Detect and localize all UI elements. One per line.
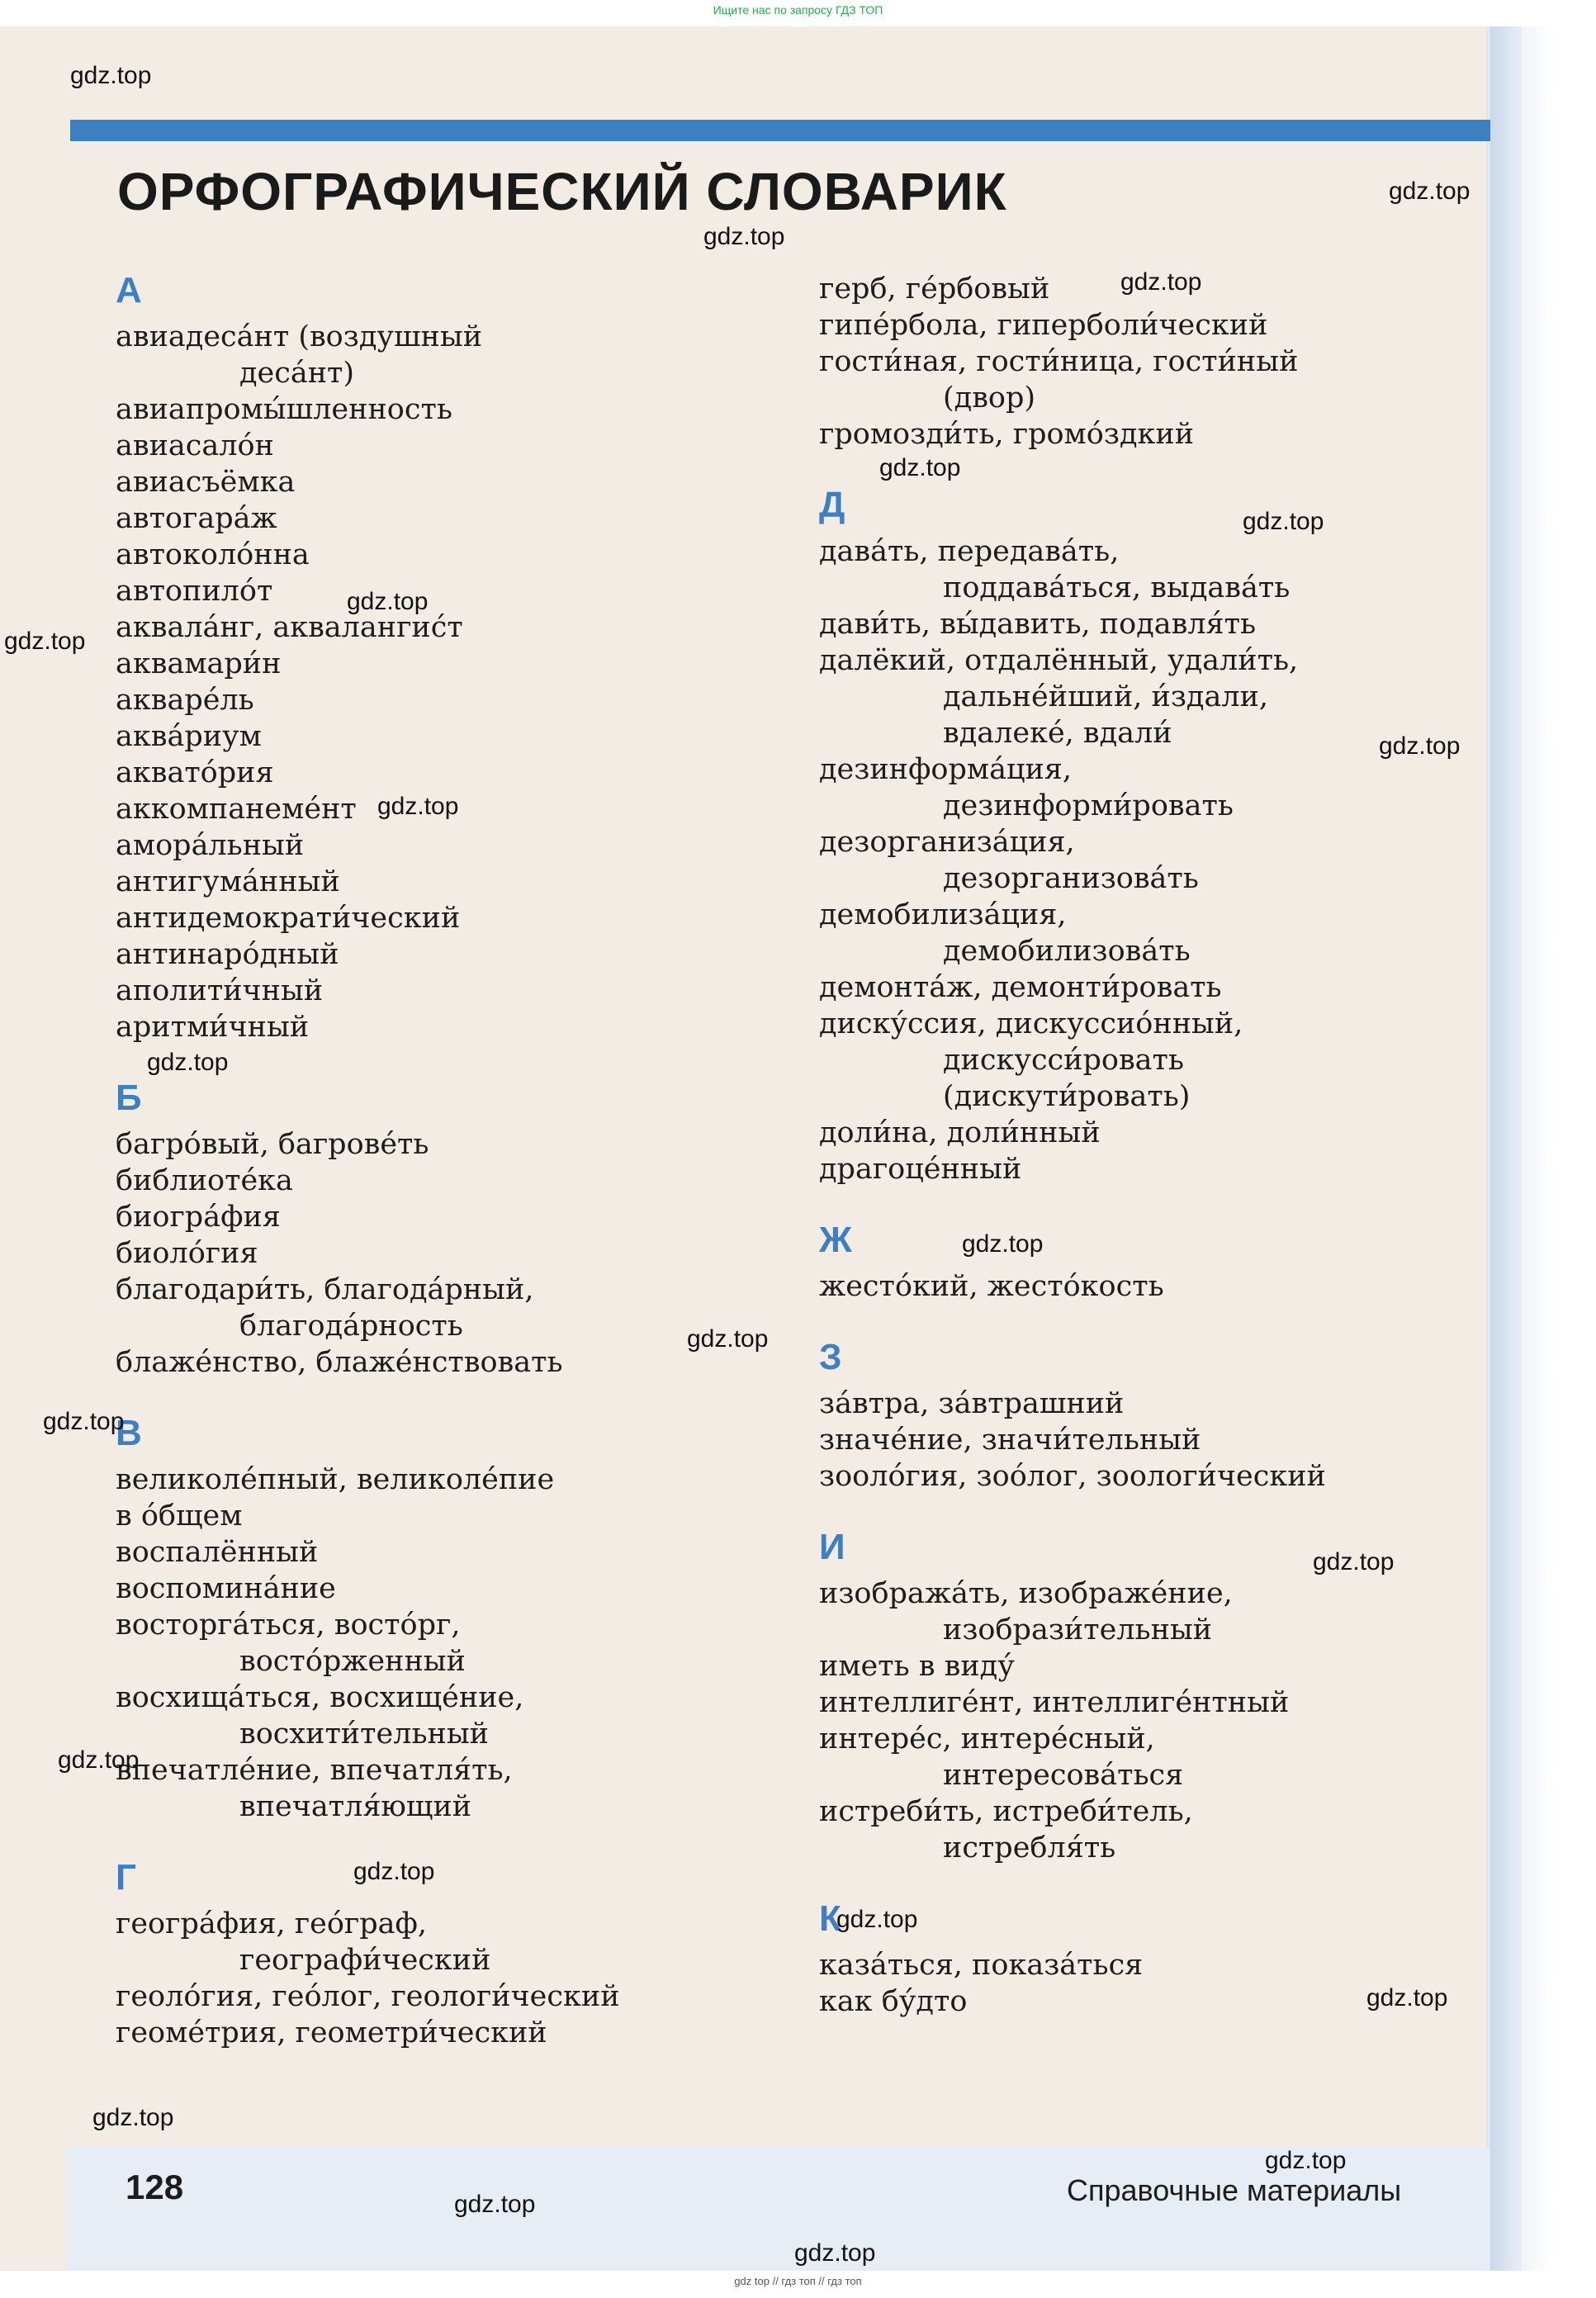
dictionary-entry bbox=[116, 755, 776, 791]
dictionary-entry bbox=[819, 416, 1480, 452]
watermark: gdz.top bbox=[43, 1408, 125, 1435]
dictionary-column-left bbox=[116, 263, 776, 2051]
section-gap bbox=[116, 1825, 776, 1850]
entry-text: изобража́ть, изображе́ние, bbox=[819, 1577, 1233, 1610]
watermark: gdz.top bbox=[4, 628, 86, 655]
dictionary-entry bbox=[819, 533, 1480, 606]
dictionary-entry bbox=[116, 682, 776, 718]
watermark: gdz.top bbox=[962, 1230, 1044, 1258]
entry-text: авиасало́н bbox=[116, 429, 274, 462]
dictionary-entry bbox=[819, 1422, 1480, 1458]
entry-text: интеллиге́нт, интеллиге́нтный bbox=[819, 1686, 1290, 1719]
dictionary-section bbox=[116, 1405, 776, 1825]
watermark: gdz.top bbox=[353, 1858, 435, 1885]
entry-continuation: истребля́ть bbox=[943, 1831, 1116, 1864]
dictionary-entry bbox=[116, 973, 776, 1009]
entry-text: геогра́фия, гео́граф, bbox=[116, 1907, 428, 1940]
entry-text: в о́бщем bbox=[116, 1500, 243, 1533]
dictionary-entry bbox=[819, 307, 1480, 344]
dictionary-entry bbox=[819, 1268, 1480, 1305]
watermark: gdz.top bbox=[1366, 1984, 1448, 2011]
entry-text: автоколо́нна bbox=[116, 538, 310, 571]
dictionary-entry bbox=[819, 1575, 1480, 1648]
dictionary-entry bbox=[819, 751, 1480, 824]
entry-text: автопило́т bbox=[116, 575, 273, 608]
page-title: ОРФОГРАФИЧЕСКИЙ СЛОВАРИК bbox=[117, 162, 1007, 221]
watermark: gdz.top bbox=[1313, 1548, 1395, 1575]
entry-continuation: (двор) bbox=[943, 381, 1036, 415]
dictionary-entry bbox=[116, 1235, 776, 1272]
dictionary-entry bbox=[116, 1272, 776, 1344]
watermark: gdz.top bbox=[347, 588, 429, 615]
entry-text: автогара́ж bbox=[116, 502, 277, 535]
dictionary-entry bbox=[116, 1571, 776, 1607]
entry-text: восхища́ться, восхище́ние, bbox=[116, 1681, 524, 1714]
footer-search-note: gdz top // гдз топ // гдз топ bbox=[734, 2275, 862, 2287]
entry-text: воспомина́ние bbox=[116, 1572, 336, 1605]
dictionary-entry bbox=[116, 718, 776, 755]
dictionary-entry bbox=[819, 1648, 1480, 1684]
watermark: gdz.top bbox=[794, 2239, 876, 2267]
entry-continuation: поддава́ться, выдава́ть bbox=[943, 571, 1291, 604]
dictionary-section bbox=[819, 271, 1480, 452]
entry-continuation: интересова́ться bbox=[943, 1759, 1184, 1792]
dictionary-entry bbox=[116, 1163, 776, 1199]
entry-text: впечатле́ние, впечатля́ть, bbox=[116, 1754, 513, 1787]
dictionary-entry bbox=[819, 969, 1480, 1006]
entry-text: громозди́ть, громо́здкий bbox=[819, 418, 1195, 451]
entry-text: жесто́кий, жесто́кость bbox=[819, 1270, 1164, 1303]
entry-text: значе́ние, значи́тельный bbox=[819, 1424, 1201, 1457]
entry-text: аритми́чный bbox=[116, 1011, 310, 1044]
entry-continuation: (дискути́ровать) bbox=[943, 1080, 1191, 1113]
dictionary-entry bbox=[819, 1151, 1480, 1187]
entry-text: благодари́ть, благода́рный, bbox=[116, 1273, 534, 1306]
dictionary-section bbox=[116, 1070, 776, 1381]
entry-continuation: географи́ческий bbox=[239, 1944, 491, 1977]
entry-text: антигума́нный bbox=[116, 865, 340, 898]
dictionary-section bbox=[819, 1212, 1480, 1305]
dictionary-entry bbox=[116, 1607, 776, 1680]
entry-continuation: восто́рженный bbox=[239, 1645, 466, 1678]
dictionary-entry bbox=[116, 537, 776, 573]
dictionary-entry bbox=[819, 897, 1480, 969]
entry-text: гости́ная, гости́ница, гости́ный bbox=[819, 345, 1299, 378]
entry-continuation: дискусси́ровать bbox=[943, 1044, 1184, 1077]
entry-text: авиасъёмка bbox=[116, 466, 296, 499]
dictionary-entry bbox=[116, 1906, 776, 1978]
watermark: gdz.top bbox=[92, 2104, 174, 2131]
entry-text: герб, ге́рбовый bbox=[819, 272, 1050, 306]
entry-text: антинаро́дный bbox=[116, 938, 339, 971]
dictionary-entry bbox=[116, 646, 776, 682]
entry-text: аквато́рия bbox=[116, 756, 274, 789]
entry-text: аквамари́н bbox=[116, 647, 282, 680]
entry-text: блаже́нство, блаже́нствовать bbox=[116, 1346, 563, 1379]
header-search-note: Ищите нас по запросу ГДЗ ТОП bbox=[713, 3, 883, 17]
entry-continuation: дальне́йший, и́здали, bbox=[943, 680, 1269, 713]
dictionary-entry bbox=[116, 1978, 776, 2015]
entry-text: дава́ть, передава́ть, bbox=[819, 535, 1120, 568]
watermark: gdz.top bbox=[58, 1746, 140, 1774]
entry-text: истреби́ть, истреби́тель, bbox=[819, 1795, 1193, 1828]
dictionary-entry bbox=[819, 824, 1480, 897]
entry-text: геоме́трия, геометри́ческий bbox=[116, 2016, 547, 2049]
dictionary-entry bbox=[116, 827, 776, 864]
dictionary-entry bbox=[116, 2015, 776, 2051]
watermark: gdz.top bbox=[377, 793, 459, 820]
entry-text: демобилиза́ция, bbox=[819, 898, 1067, 931]
watermark: gdz.top bbox=[147, 1049, 229, 1076]
dictionary-section bbox=[116, 263, 776, 1045]
watermark: gdz.top bbox=[687, 1325, 769, 1353]
entry-text: библиоте́ка bbox=[116, 1164, 293, 1197]
watermark: gdz.top bbox=[703, 223, 785, 250]
section-letter: Д bbox=[819, 485, 845, 525]
watermark: gdz.top bbox=[70, 62, 152, 89]
dictionary-entry bbox=[116, 900, 776, 936]
entry-continuation: изобрази́тельный bbox=[943, 1613, 1213, 1647]
section-letter: В bbox=[116, 1413, 142, 1453]
dictionary-entry bbox=[116, 1344, 776, 1381]
entry-text: гипе́рбола, гиперболи́ческий bbox=[819, 309, 1268, 342]
section-letter: Ж bbox=[819, 1220, 852, 1260]
entry-text: аква́риум bbox=[116, 720, 262, 753]
entry-text: как бу́дто bbox=[819, 1985, 968, 2018]
entry-text: великоле́пный, великоле́пие bbox=[116, 1463, 555, 1496]
dictionary-entry bbox=[116, 1498, 776, 1534]
entry-text: за́втра, за́втрашний bbox=[819, 1387, 1125, 1420]
dictionary-entry bbox=[116, 1462, 776, 1498]
dictionary-entry bbox=[116, 1680, 776, 1752]
entry-continuation: восхити́тельный bbox=[239, 1718, 490, 1751]
book-spine bbox=[1490, 26, 1522, 2271]
dictionary-entry bbox=[116, 1199, 776, 1235]
entry-text: дезинформа́ция, bbox=[819, 753, 1073, 786]
entry-text: демонта́ж, демонти́ровать bbox=[819, 971, 1222, 1004]
entry-text: биогра́фия bbox=[116, 1201, 281, 1234]
section-gap bbox=[819, 1495, 1480, 1519]
dictionary-entry bbox=[116, 1126, 776, 1163]
dictionary-entry bbox=[116, 391, 776, 428]
entry-text: антидемократи́ческий bbox=[116, 902, 461, 935]
dictionary-section bbox=[819, 1329, 1480, 1495]
entry-text: акваре́ль bbox=[116, 684, 254, 717]
section-gap bbox=[116, 1381, 776, 1405]
entry-text: интере́с, интере́сный, bbox=[819, 1722, 1155, 1755]
dictionary-entry bbox=[819, 1684, 1480, 1721]
entry-text: авиадеса́нт (воздушный bbox=[116, 320, 483, 353]
section-letter: Г bbox=[116, 1857, 136, 1898]
entry-text: далёкий, отдалённый, удали́ть, bbox=[819, 644, 1299, 677]
section-letter: И bbox=[819, 1527, 845, 1567]
dictionary-section bbox=[116, 1850, 776, 2051]
title-accent-bar bbox=[70, 120, 1490, 141]
section-letter: Б bbox=[116, 1078, 142, 1118]
section-gap bbox=[819, 1866, 1480, 1891]
entry-text: геоло́гия, гео́лог, геологи́ческий bbox=[116, 1980, 620, 2013]
dictionary-entry bbox=[819, 1721, 1480, 1793]
entry-text: биоло́гия bbox=[116, 1237, 258, 1270]
dictionary-entry bbox=[116, 864, 776, 900]
dictionary-entry bbox=[819, 1458, 1480, 1495]
dictionary-entry bbox=[116, 428, 776, 464]
entry-text: дави́ть, вы́давить, подавля́ть bbox=[819, 608, 1257, 641]
dictionary-entry bbox=[116, 1009, 776, 1045]
dictionary-entry bbox=[819, 1947, 1480, 1983]
entry-text: воспалённый bbox=[116, 1536, 319, 1569]
watermark: gdz.top bbox=[1243, 508, 1324, 535]
entry-text: амора́льный bbox=[116, 829, 305, 862]
dictionary-entry bbox=[116, 1534, 776, 1571]
entry-continuation: благода́рность bbox=[239, 1310, 463, 1343]
section-letter: А bbox=[116, 270, 142, 310]
entry-text: дезорганиза́ция, bbox=[819, 826, 1075, 859]
entry-continuation: вдалеке́, вдали́ bbox=[943, 717, 1172, 750]
dictionary-section bbox=[819, 477, 1480, 1187]
entry-text: багро́вый, багрове́ть bbox=[116, 1128, 429, 1161]
watermark: gdz.top bbox=[879, 454, 961, 481]
dictionary-entry bbox=[116, 936, 776, 973]
dictionary-entry bbox=[819, 1793, 1480, 1866]
watermark: gdz.top bbox=[1389, 178, 1470, 205]
watermark: gdz.top bbox=[1265, 2147, 1347, 2174]
entry-text: иметь в виду́ bbox=[819, 1650, 1015, 1683]
entry-text: восторга́ться, восто́рг, bbox=[116, 1609, 461, 1642]
section-gap bbox=[819, 1305, 1480, 1329]
watermark: gdz.top bbox=[454, 2191, 536, 2218]
entry-text: аполити́чный bbox=[116, 974, 324, 1007]
entry-text: авиапромы́шленность bbox=[116, 393, 452, 426]
entry-text: драгоце́нный bbox=[819, 1153, 1022, 1186]
entry-text: каза́ться, показа́ться bbox=[819, 1949, 1144, 1982]
entry-text: аккомпанеме́нт bbox=[116, 793, 357, 826]
dictionary-entry bbox=[116, 319, 776, 391]
watermark: gdz.top bbox=[836, 1906, 918, 1933]
entry-text: аквала́нг, аквалангис́т bbox=[116, 611, 463, 644]
footer-section-title: Справочные материалы bbox=[1067, 2173, 1402, 2207]
dictionary-entry bbox=[116, 573, 776, 609]
dictionary-column-right bbox=[819, 271, 1480, 2020]
entry-continuation: демобилизова́ть bbox=[943, 935, 1191, 968]
section-letter: З bbox=[819, 1337, 842, 1377]
section-letter: К bbox=[819, 1898, 841, 1939]
entry-continuation: впечатля́ющий bbox=[239, 1790, 472, 1823]
entry-continuation: дезорганизова́ть bbox=[943, 862, 1199, 895]
page-number: 128 bbox=[126, 2168, 184, 2206]
dictionary-entry bbox=[819, 344, 1480, 416]
dictionary-entry bbox=[116, 464, 776, 500]
entry-text: зооло́гия, зоо́лог, зоологи́ческий bbox=[819, 1460, 1326, 1493]
dictionary-entry bbox=[116, 500, 776, 537]
dictionary-entry bbox=[819, 606, 1480, 642]
dictionary-entry bbox=[116, 1752, 776, 1825]
watermark: gdz.top bbox=[1379, 732, 1461, 760]
entry-text: диску́ссия, дискуссио́нный, bbox=[819, 1007, 1243, 1040]
dictionary-entry bbox=[819, 1386, 1480, 1422]
watermark: gdz.top bbox=[1120, 268, 1202, 296]
dictionary-entry bbox=[116, 609, 776, 646]
entry-text: доли́на, доли́нный bbox=[819, 1116, 1101, 1149]
section-gap bbox=[819, 1187, 1480, 1212]
entry-continuation: деса́нт) bbox=[239, 357, 355, 390]
dictionary-entry bbox=[819, 1115, 1480, 1151]
dictionary-entry bbox=[819, 1006, 1480, 1115]
entry-continuation: дезинформи́ровать bbox=[943, 789, 1234, 822]
